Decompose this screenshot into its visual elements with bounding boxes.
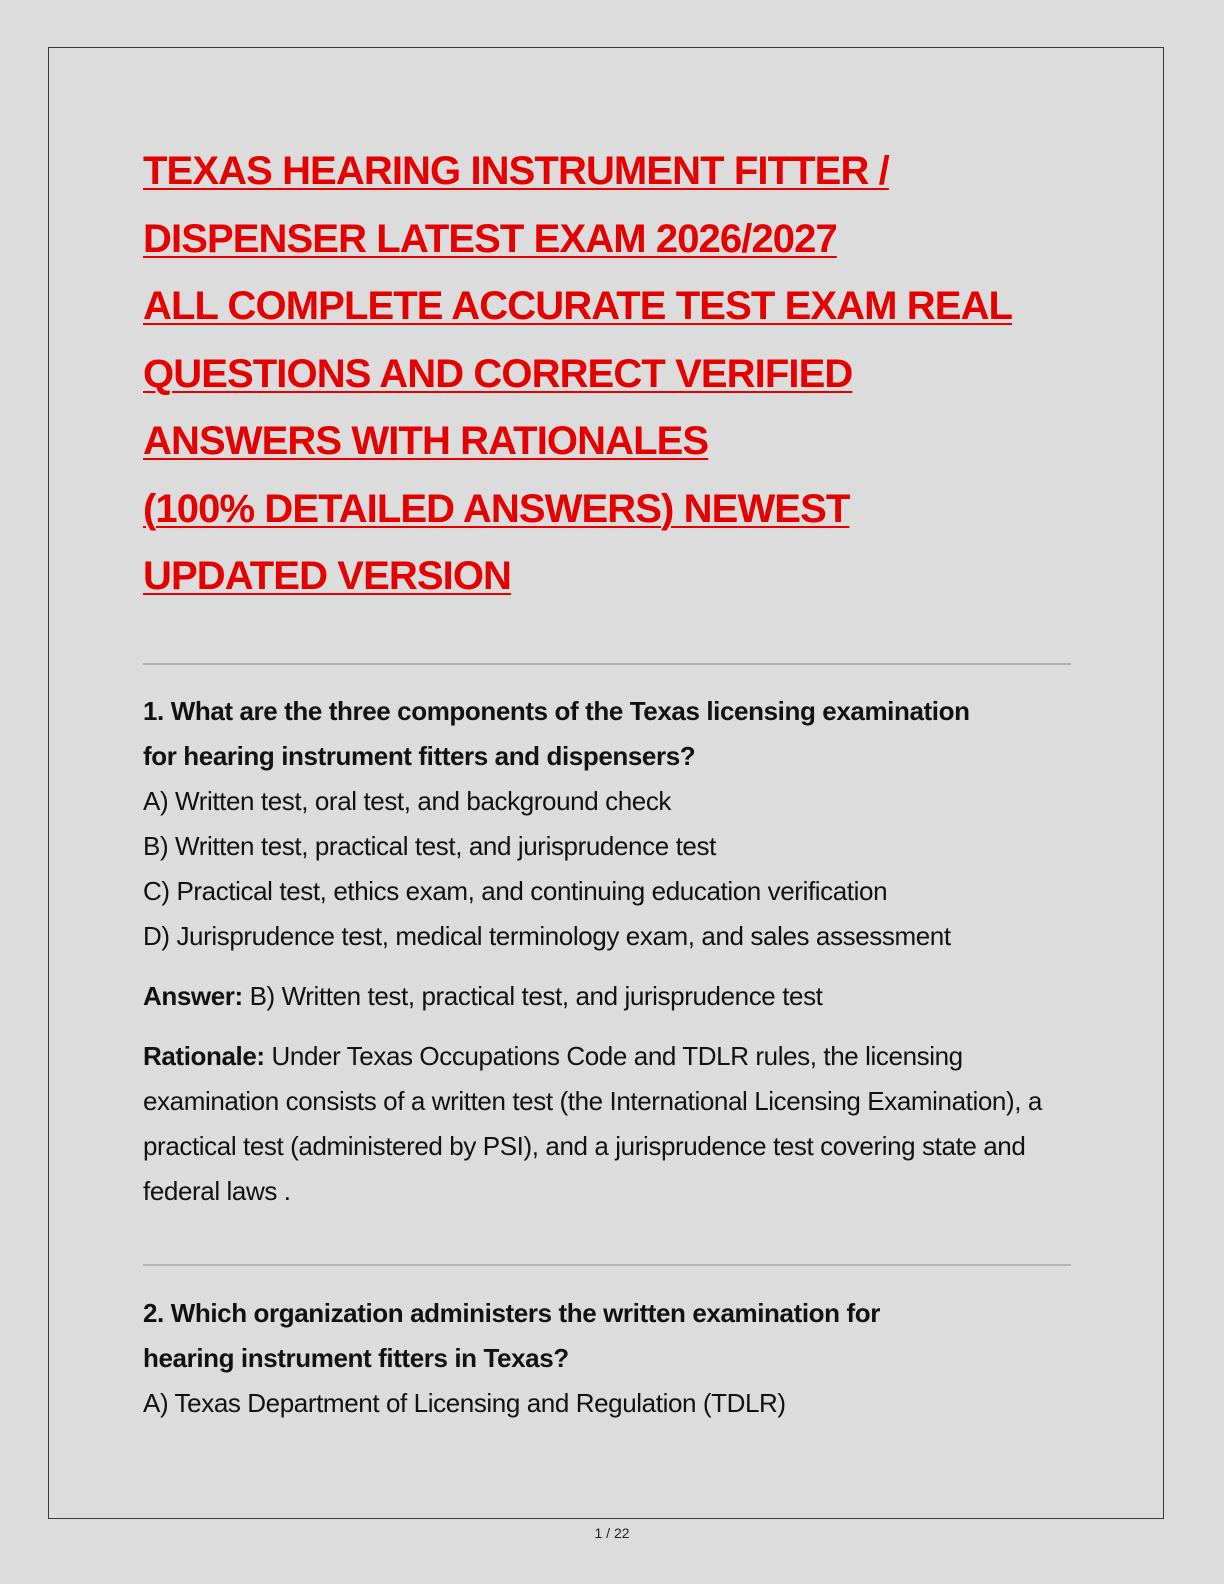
title-line-text: QUESTIONS AND CORRECT VERIFIED xyxy=(143,351,853,396)
question-1 xyxy=(143,689,1071,1214)
section-divider xyxy=(143,663,1071,665)
answer-text: B) Written test, practical test, and jurisprudence test xyxy=(249,980,823,1011)
title-line xyxy=(143,408,1071,476)
option-d: D) Jurisprudence test, medical terminology exam, and sales assessment xyxy=(143,920,951,951)
question-2 xyxy=(143,1291,1071,1426)
question-text-line: 1. What are the three components of the Texas licensing examination xyxy=(143,695,970,726)
answer xyxy=(143,974,1071,1019)
question-text xyxy=(143,1291,1071,1381)
option-b: B) Written test, practical test, and jurisprudence test xyxy=(143,830,716,861)
title-line xyxy=(143,273,1071,341)
page-content xyxy=(143,138,1071,1426)
rationale-text: Under Texas Occupations Code and TDLR rules, the licensing examination consists of a written test (the International Licensing Examination), a practical test (administered by PSI), and a jurisprudence test covering state and federal laws . xyxy=(143,1040,1042,1206)
title-line xyxy=(143,138,1071,206)
title-line-text: ALL COMPLETE ACCURATE TEST EXAM REAL xyxy=(143,284,1013,328)
answer-label: Answer: xyxy=(143,980,243,1011)
title-line xyxy=(143,341,1071,409)
question-text-line: hearing instrument fitters in Texas? xyxy=(143,1342,569,1373)
option-c: C) Practical test, ethics exam, and continuing education verification xyxy=(143,875,888,906)
title-line-text: DISPENSER LATEST EXAM 2026/2027 xyxy=(143,216,837,261)
section-divider xyxy=(143,1264,1071,1266)
title-line xyxy=(143,476,1071,544)
title-line-text: UPDATED VERSION xyxy=(143,554,512,598)
rationale-label: Rationale: xyxy=(143,1040,265,1071)
title-line-text: TEXAS HEARING INSTRUMENT FITTER / xyxy=(143,149,889,193)
document-title xyxy=(143,138,1071,611)
title-line xyxy=(143,543,1071,611)
question-text xyxy=(143,689,1071,779)
question-text-line: 2. Which organization administers the written examination for xyxy=(143,1297,880,1328)
page-indicator: 1 / 22 xyxy=(594,1525,630,1541)
option-a: A) Written test, oral test, and background check xyxy=(143,785,672,816)
title-line-text: ANSWERS WITH RATIONALES xyxy=(143,419,709,463)
title-line-text: (100% DETAILED ANSWERS) NEWEST xyxy=(143,486,850,531)
option-a: A) Texas Department of Licensing and Regulation (TDLR) xyxy=(143,1387,786,1418)
rationale xyxy=(143,1034,1071,1214)
title-line xyxy=(143,206,1071,274)
question-text-line: for hearing instrument fitters and dispensers? xyxy=(143,740,696,771)
